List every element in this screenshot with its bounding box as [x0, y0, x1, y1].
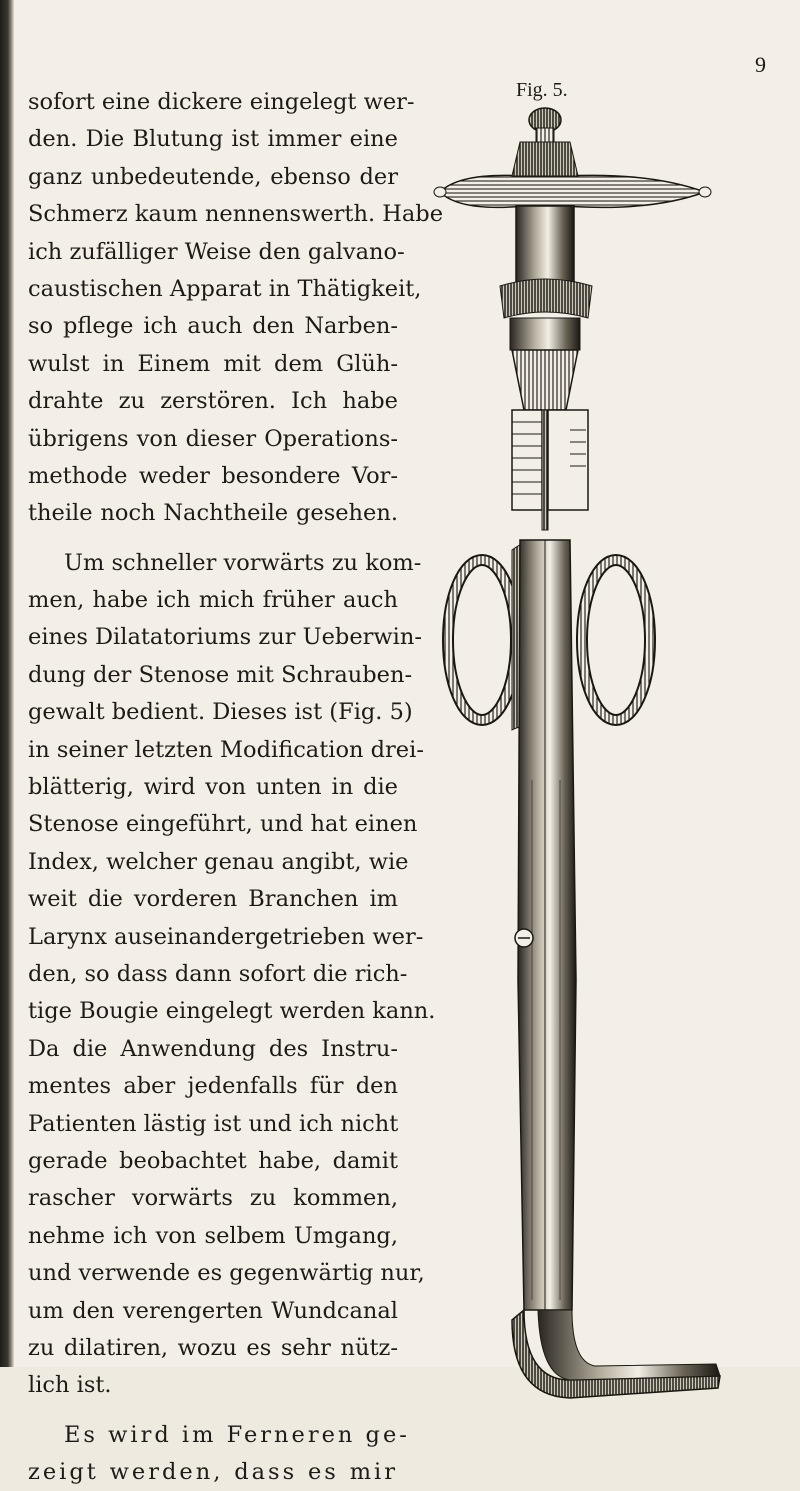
figure-caption: Fig. 5.: [516, 79, 568, 101]
index-scale: [512, 410, 588, 530]
text-line: caustischen Apparat in Thätigkeit,: [28, 275, 422, 302]
text-line: Patienten lästig ist und ich nicht: [28, 1110, 399, 1137]
text-line: theile noch Nachtheile gesehen.: [28, 500, 398, 527]
text-line: gerade beobachtet habe, damit: [28, 1147, 398, 1174]
text-line: Schmerz kaum nennenswerth. Habe: [28, 201, 444, 228]
text-line: Index, welcher genau angibt, wie: [28, 848, 409, 875]
text-line: gewalt bedient. Dieses ist (Fig. 5): [28, 699, 413, 726]
text-line: Stenose eingeführt, und hat einen: [28, 811, 418, 838]
text-line: wulst in Einem mit dem Glüh-: [28, 350, 398, 377]
text-line: ich zufälliger Weise den galvano-: [28, 238, 405, 265]
text-line: und verwende es gegenwärtig nur,: [28, 1260, 425, 1287]
text-line: um den verengerten Wundcanal: [28, 1297, 398, 1324]
text-line: in seiner letzten Modification drei-: [28, 736, 424, 763]
dilator-blades: [512, 1310, 720, 1398]
text-line: dung der Stenose mit Schrauben-: [28, 661, 413, 688]
dilator-instrument-illustration: [420, 80, 740, 1400]
text-line: men, habe ich mich früher auch: [28, 587, 398, 614]
text-line: drahte zu zerstören. Ich habe: [28, 388, 398, 415]
text-line: Larynx auseinandergetrieben wer-: [28, 923, 424, 950]
paragraph-gap: [28, 533, 398, 545]
text-line: ganz unbedeutende, ebenso der: [28, 163, 398, 190]
text-line: Um schneller vorwärts zu kom-: [64, 549, 422, 576]
text-line: Da die Anwendung des Instru-: [28, 1035, 398, 1062]
paragraph-gap: [28, 1405, 398, 1417]
page-binding-edge: [0, 0, 14, 1367]
text-line: den. Die Blutung ist immer eine: [28, 126, 398, 153]
text-line: eines Dilatatoriums zur Ueberwin-: [28, 624, 422, 651]
text-line: zeigt werden, dass es mir: [28, 1459, 398, 1486]
top-knob: [529, 108, 561, 142]
text-line: zu dilatiren, wozu es sehr nütz-: [28, 1334, 398, 1361]
text-column: [28, 84, 444, 1491]
text-line: so pflege ich auch den Narben-: [28, 313, 398, 340]
page-number: 9: [755, 52, 766, 77]
crossbar-handle: [434, 175, 711, 207]
text-line: lich ist.: [28, 1372, 112, 1399]
text-line: mentes aber jedenfalls für den: [28, 1073, 398, 1100]
text-line: Es wird im Ferneren ge-: [64, 1421, 410, 1448]
text-line: blätterig, wird von unten in die: [28, 774, 398, 801]
text-line: nehme ich von selbem Umgang,: [28, 1222, 398, 1249]
text-line: methode weder besondere Vor-: [28, 462, 398, 489]
text-line: rascher vorwärts zu kommen,: [28, 1185, 398, 1212]
text-line: sofort eine dickere eingelegt wer-: [28, 89, 415, 115]
text-line: den, so dass dann sofort die rich-: [28, 960, 408, 987]
instrument-shaft: [515, 540, 576, 1310]
text-line: tige Bougie eingelegt werden kann.: [28, 998, 436, 1025]
text-line: übrigens von dieser Operations-: [28, 425, 398, 452]
text-line: weit die vorderen Branchen im: [28, 886, 398, 913]
